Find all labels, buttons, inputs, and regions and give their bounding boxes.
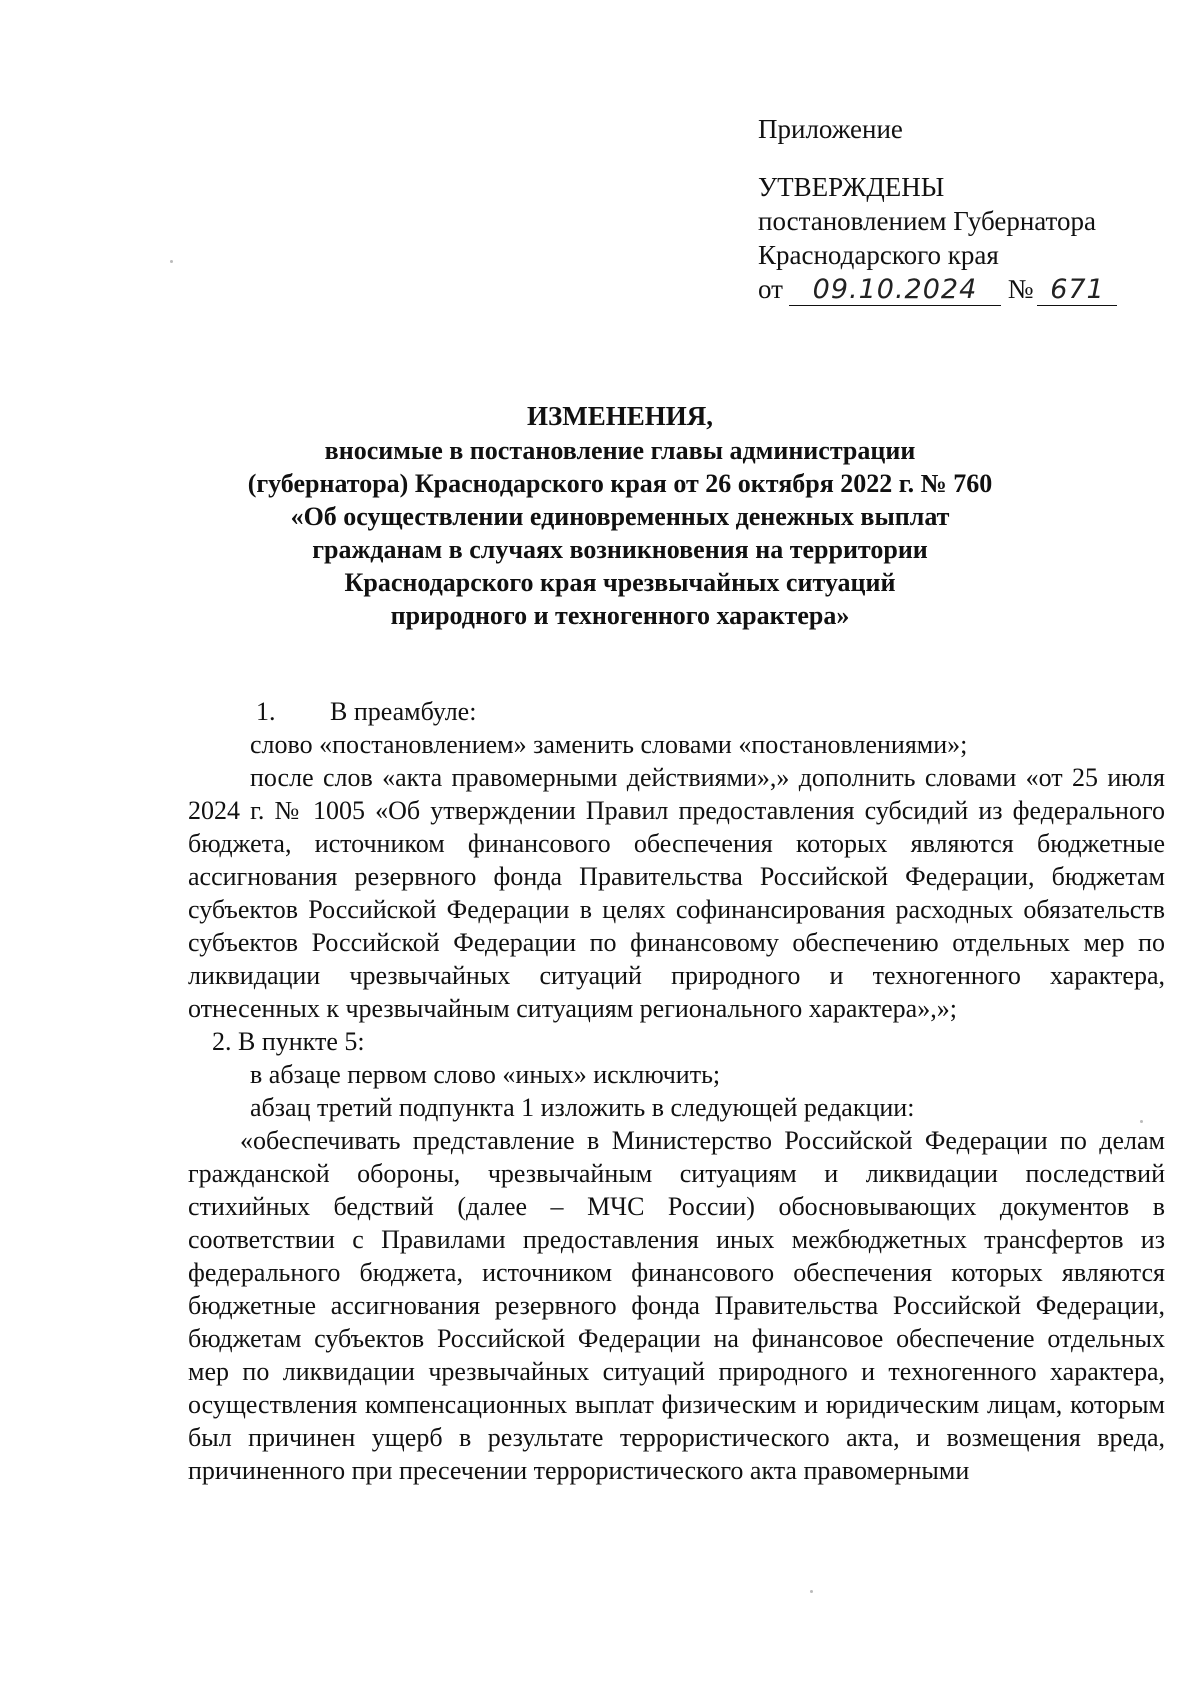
approval-stamp <box>758 112 1117 306</box>
document-body <box>188 695 1165 1487</box>
title-line: «Об осуществлении единовременных денежных выплат <box>290 502 950 531</box>
scan-speck <box>170 260 173 263</box>
handwritten-number: 671 <box>1050 274 1105 305</box>
title-main: ИЗМЕНЕНИЯ, <box>526 401 713 431</box>
title-line: (губернатора) Краснодарского края от 26 октября 2022 г. № 760 <box>247 469 993 498</box>
spacer <box>758 146 1117 170</box>
appendix-label: Приложение <box>758 114 903 144</box>
handwritten-date: 09.10.2024 <box>812 274 978 305</box>
scan-speck <box>810 1590 813 1593</box>
item-1-text: В преамбуле: <box>330 697 477 726</box>
title-line: гражданам в случаях возникновения на территории <box>312 535 928 564</box>
item-2-number: 2. <box>212 1027 232 1056</box>
approved-region-line: Краснодарского края <box>758 240 999 270</box>
number-prefix: № <box>1007 274 1034 304</box>
title-line: природного и техногенного характера» <box>390 601 850 630</box>
paragraph: «обеспечивать представление в Министерство Российской Федерации по делам гражданской обороны, чрезвычайным ситуациям и ликвидации последствий стихийных бедствий (далее – МЧС России) обосновывающих документов в соответствии с Правилами предоставления иных межбюджетных трансфертов из федерального бюджета, источником финансового обеспечения которых являются бюджетные ассигнования резервного фонда Правительства Российской Федерации, бюджетам субъектов Российской Федерации на финансовое обеспечение отдельных мер по ликвидации чрезвычайных ситуаций природного и техногенного характера, осуществления компенсационных выплат физическим и юридическим лицам, которым был причинен ущерб в результате террористического акта, и возмещения вреда, причиненного при пресечении террористического акта правомерными <box>188 1126 1165 1485</box>
scan-speck <box>1140 1120 1143 1123</box>
approved-label: УТВЕРЖДЕНЫ <box>758 172 945 202</box>
title-line: Краснодарского края чрезвычайных ситуаций <box>344 568 896 597</box>
number-field <box>1037 274 1117 306</box>
approval-date-line <box>758 272 1117 306</box>
title-line: вносимые в постановление главы администрации <box>324 436 916 465</box>
paragraph: абзац третий подпункта 1 изложить в следующей редакции: <box>250 1093 915 1122</box>
item-1-heading <box>188 695 1165 728</box>
date-prefix: от <box>758 274 783 304</box>
item-1-number: 1. <box>256 697 276 726</box>
paragraph: слово «постановлением» заменить словами «постановлениями»; <box>250 730 968 759</box>
date-field <box>789 274 1001 306</box>
approved-by-line: постановлением Губернатора <box>758 206 1096 236</box>
document-title <box>120 400 1120 632</box>
paragraph: после слов «акта правомерными действиями»,» дополнить словами «от 25 июля 2024 г. № 1005 «Об утверждении Правил предоставления субсидий из федерального бюджета, источником финансового обеспечения которых являются бюджетные ассигнования резервного фонда Правительства Российской Федерации, бюджетам субъектов Российской Федерации в целях софинансирования расходных обязательств субъектов Российской Федерации по финансовому обеспечению отдельных мер по ликвидации чрезвычайных ситуаций природного и техногенного характера, отнесенных к чрезвычайным ситуациям регионального характера»,»; <box>188 763 1165 1023</box>
item-2-heading <box>188 1025 1165 1058</box>
item-2-text: В пункте 5: <box>238 1027 365 1056</box>
paragraph: в абзаце первом слово «иных» исключить; <box>250 1060 721 1089</box>
